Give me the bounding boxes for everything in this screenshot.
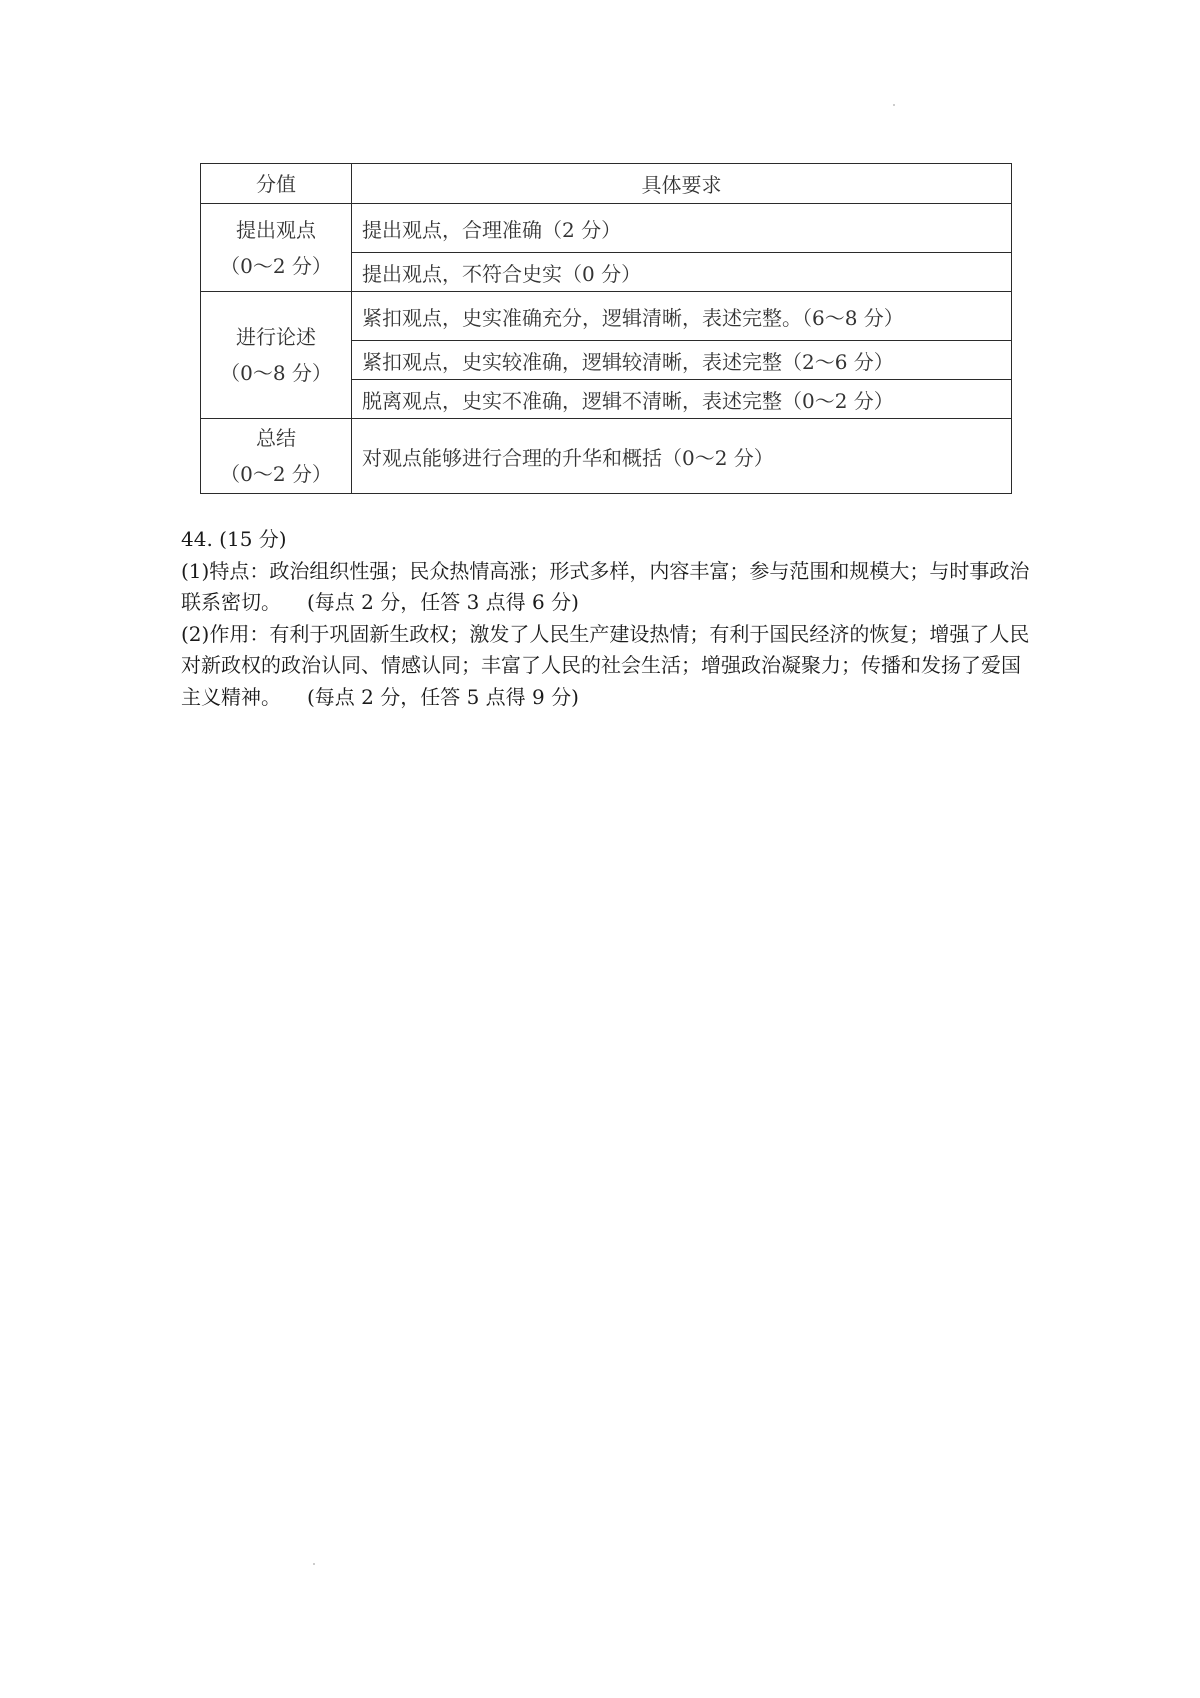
score-name: 提出观点	[236, 217, 316, 242]
header-requirement: 具体要求	[352, 164, 1012, 204]
requirement-cell: 提出观点，不符合史实（0 分）	[352, 253, 1012, 292]
answer-part-1-text: (1)特点：政治组织性强；民众热情高涨；形式多样，内容丰富；参与范围和规模大；与时事政治联系密切。	[181, 558, 1030, 614]
score-cell-viewpoint	[201, 204, 352, 292]
score-name: 进行论述	[236, 325, 316, 349]
score-range: （0～2 分）	[220, 253, 332, 278]
scoring-rubric-table	[200, 163, 1012, 494]
score-name: 总结	[256, 426, 296, 450]
table-header-row	[201, 164, 1012, 204]
answer-part-1	[181, 556, 1031, 619]
question-heading: 44. (15 分)	[181, 527, 287, 551]
requirement-cell: 脱离观点，史实不准确，逻辑不清晰，表述完整（0～2 分）	[352, 380, 1012, 419]
answer-part-2-note: (每点 2 分，任答 5 点得 9 分)	[307, 684, 579, 709]
score-range: （0～2 分）	[220, 462, 332, 486]
requirement-cell: 紧扣观点，史实较准确，逻辑较清晰，表述完整（2～6 分）	[352, 341, 1012, 380]
scan-speck	[893, 104, 895, 106]
answer-part-1-note: (每点 2 分，任答 3 点得 6 分)	[307, 590, 579, 614]
score-range: （0～8 分）	[220, 361, 332, 385]
header-score: 分值	[201, 164, 352, 204]
requirement-cell: 对观点能够进行合理的升华和概括（0～2 分）	[352, 419, 1012, 494]
table-row	[201, 292, 1012, 341]
requirement-cell: 提出观点，合理准确（2 分）	[352, 204, 1012, 253]
score-cell-argument	[201, 292, 352, 419]
answer-part-2	[181, 619, 1031, 714]
table-row	[201, 419, 1012, 494]
scan-speck	[313, 1563, 315, 1565]
score-cell-summary	[201, 419, 352, 494]
answer-part-2-text: (2)作用：有利于巩固新生政权；激发了人民生产建设热情；有利于国民经济的恢复；增强了人民对新政权的政治认同、情感认同；丰富了人民的社会生活；增强政治凝聚力；传播和发扬了爱国主义精神。	[181, 621, 1030, 709]
requirement-cell: 紧扣观点，史实准确充分，逻辑清晰，表述完整。（6～8 分）	[352, 292, 1012, 341]
table-row	[201, 204, 1012, 253]
question-44-answer	[181, 524, 1031, 713]
